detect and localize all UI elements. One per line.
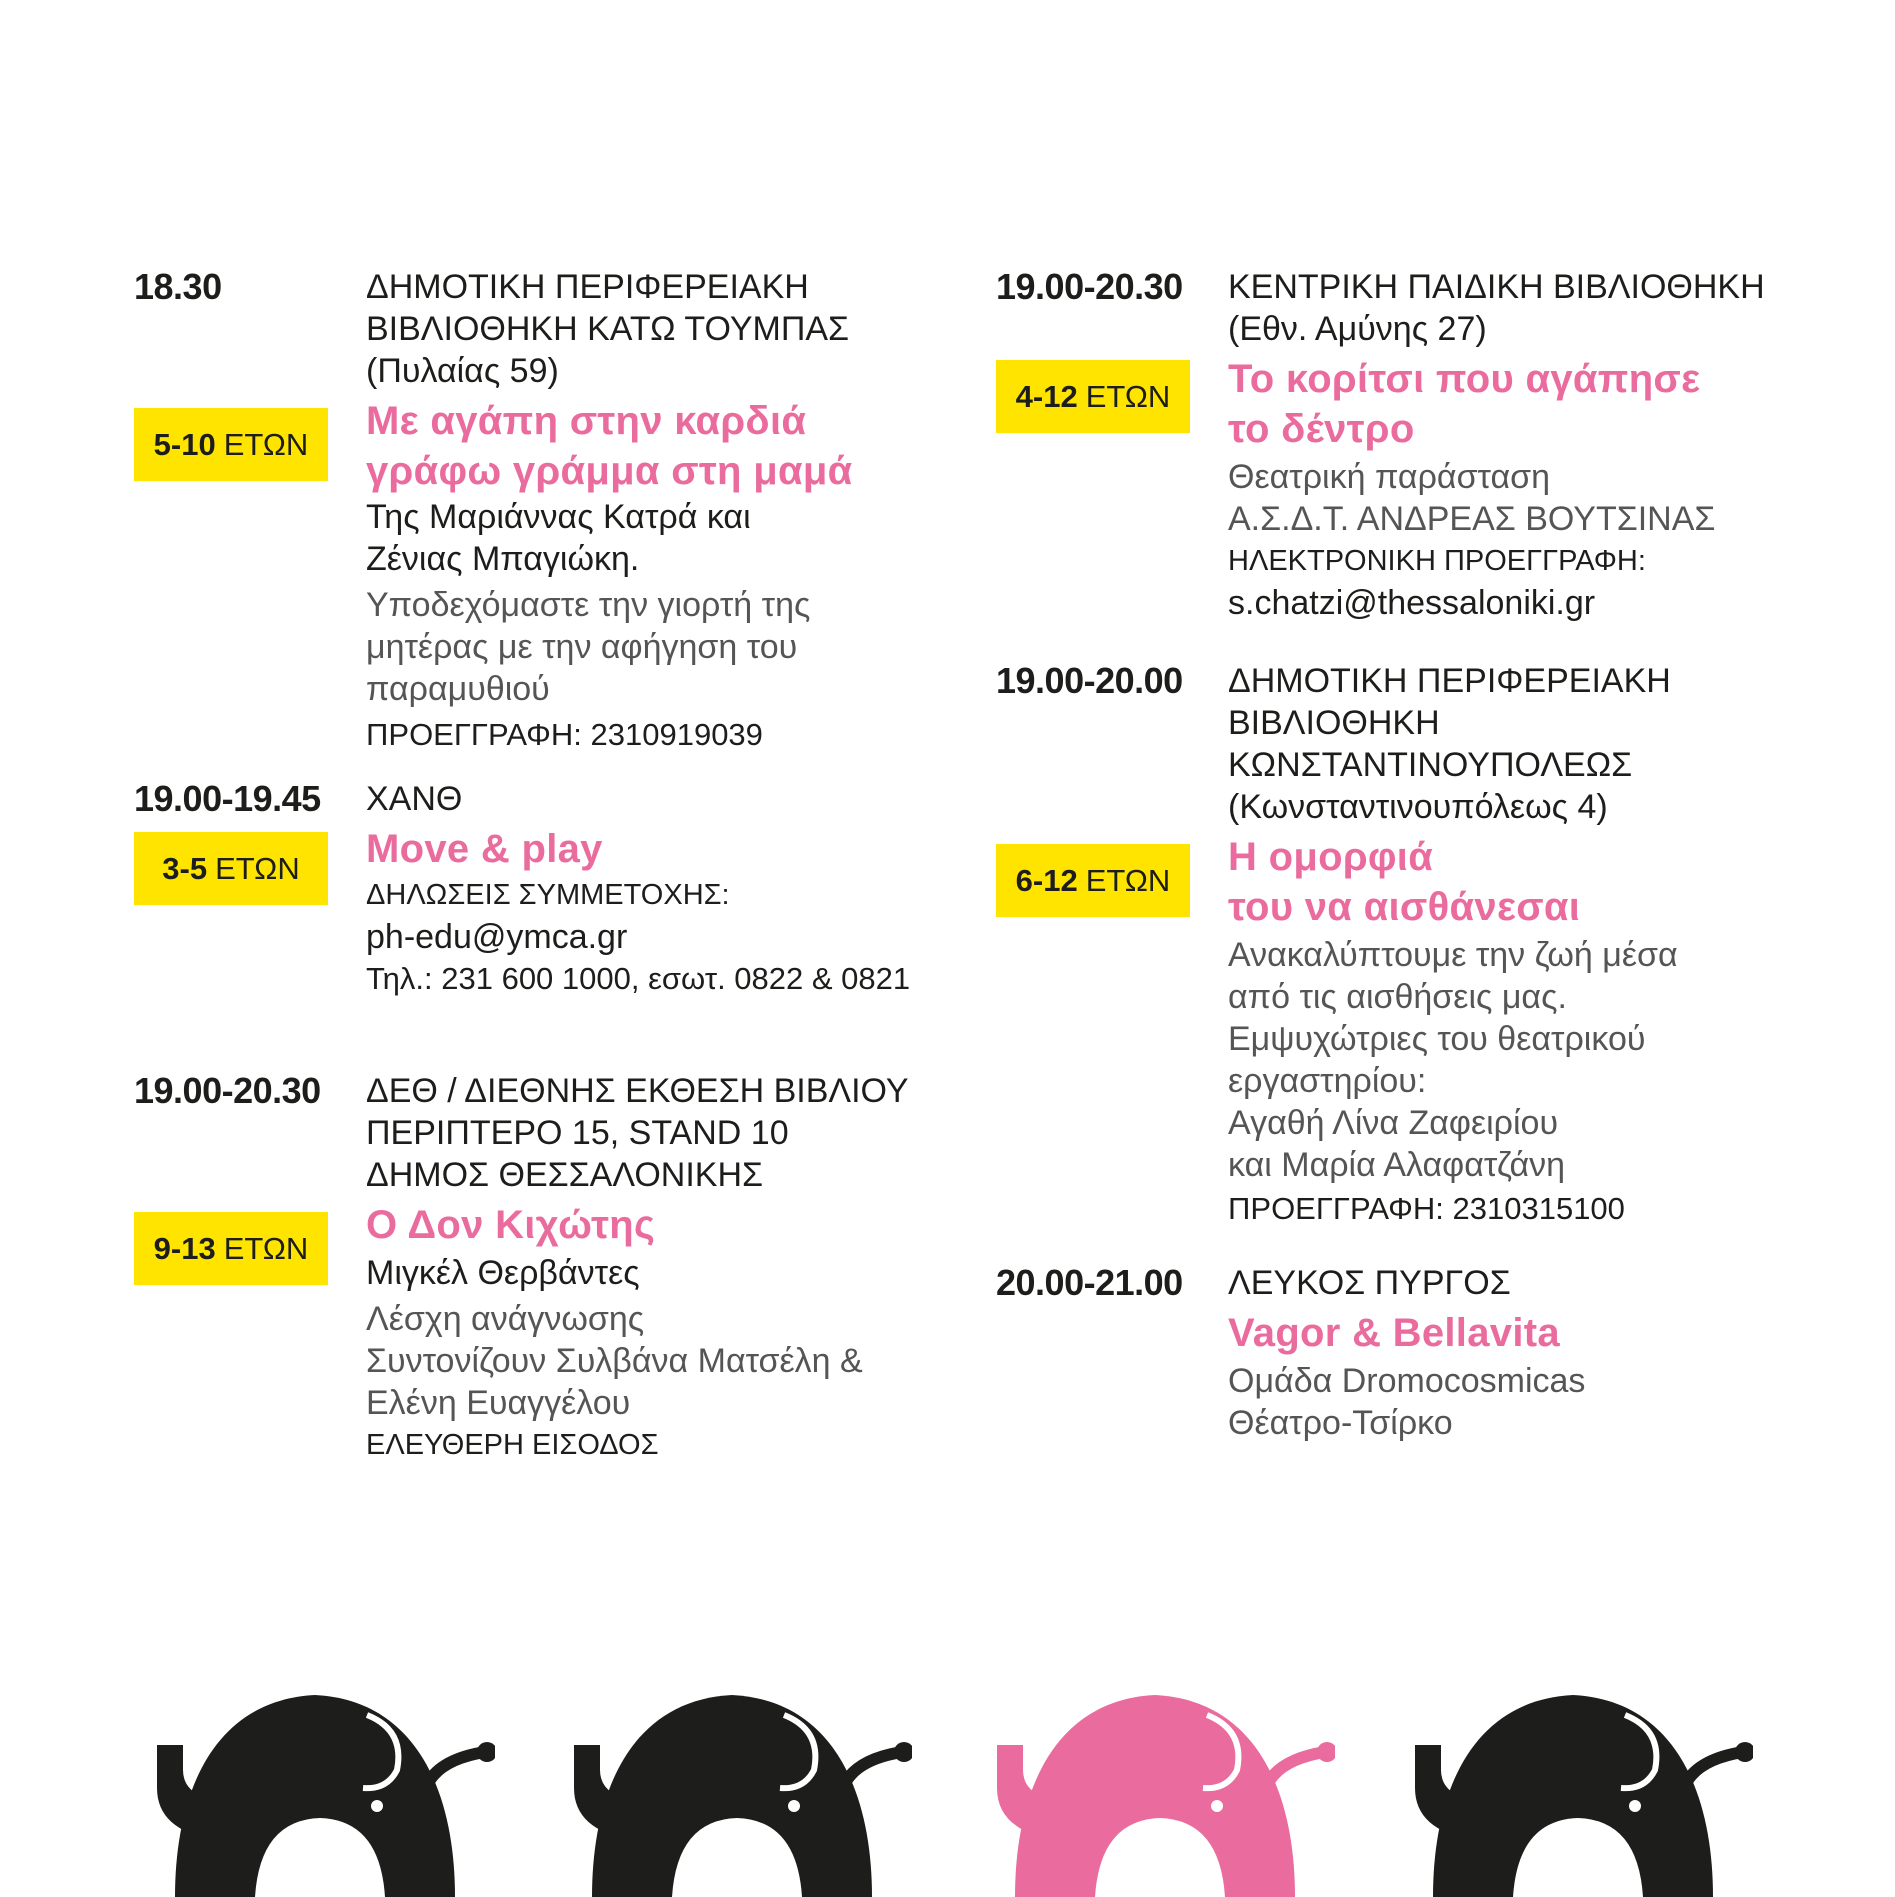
event-registration: ΠΡΟΕΓΓΡΑΦΗ: 2310919039 xyxy=(366,717,763,752)
event-white-tower xyxy=(996,1262,1856,1444)
age-range: 6-12 xyxy=(1015,862,1078,898)
age-unit: ΕΤΩΝ xyxy=(1085,862,1171,898)
age-unit: ΕΤΩΝ xyxy=(223,1230,309,1266)
event-venue: ΔΗΜΟΤΙΚΗ ΠΕΡΙΦΕΡΕΙΑΚΗ ΒΙΒΛΙΟΘΗΚΗ ΚΑΤΩ ΤΟΥΜΠΑΣ (Πυλαίας 59) xyxy=(366,268,850,390)
event-time: 19.00-20.00 xyxy=(996,660,1183,701)
event-body xyxy=(1228,1262,1856,1444)
event-entry: ΕΛΕΥΘΕΡΗ ΕΙΣΟΔΟΣ xyxy=(366,1429,659,1461)
elephant-icon xyxy=(157,1695,497,1897)
elephant-icon xyxy=(574,1695,914,1897)
event-title: Vagor & Bellavita xyxy=(1228,1311,1560,1355)
event-venue: ΛΕΥΚΟΣ ΠΥΡΓΟΣ xyxy=(1228,1264,1511,1302)
event-venue: ΧΑΝΘ xyxy=(366,780,463,818)
elephant-icon xyxy=(997,1695,1337,1897)
event-venue: ΔΗΜΟΤΙΚΗ ΠΕΡΙΦΕΡΕΙΑΚΗ ΒΙΒΛΙΟΘΗΚΗ ΚΩΝΣΤΑΝΤΙΝΟΥΠΟΛΕΩΣ (Κωνσταντινουπόλεως 4) xyxy=(1228,662,1671,826)
event-authors: Της Μαριάννας Κατρά και Ζένιας Μπαγιώκη. xyxy=(366,498,751,578)
event-registration: ΠΡΟΕΓΓΡΑΦΗ: 2310315100 xyxy=(1228,1191,1625,1226)
event-registration: ΗΛΕΚΤΡΟΝΙΚΗ ΠΡΟΕΓΓΡΑΦΗ: xyxy=(1228,545,1646,577)
event-title: Με αγάπη στην καρδιά γράφω γράμμα στη μαμά xyxy=(366,399,853,493)
elephant-row xyxy=(0,1670,1895,1897)
event-title: Ο Δον Κιχώτης xyxy=(366,1203,656,1247)
age-range: 9-13 xyxy=(153,1230,216,1266)
event-deth xyxy=(134,1070,994,1466)
event-time: 20.00-21.00 xyxy=(996,1262,1183,1303)
elephant-icon xyxy=(1415,1695,1755,1897)
event-description: Ομάδα Dromocosmicas Θέατρο-Τσίρκο xyxy=(1228,1362,1586,1442)
event-description: Ανακαλύπτουμε την ζωή μέσα από τις αισθήσεις μας. Εμψυχώτριες του θεατρικού εργαστηρίου: Αγαθή Λίνα Ζαφειρίου και Μαρία Αλαφατζάνη xyxy=(1228,936,1678,1184)
event-konstantinoupoleos xyxy=(996,660,1856,1230)
event-xanth xyxy=(134,778,994,1000)
event-description: Λέσχη ανάγνωσης Συντονίζουν Συλβάνα Ματσέλη & Ελένη Ευαγγέλου xyxy=(366,1300,863,1422)
event-title-block xyxy=(1015,354,1856,454)
left-column xyxy=(134,266,994,1466)
event-time: 18.30 xyxy=(134,266,222,307)
age-range: 3-5 xyxy=(162,850,208,886)
event-email[interactable]: s.chatzi@thessaloniki.gr xyxy=(1228,584,1596,622)
event-description: Υποδεχόμαστε την γιορτή της μητέρας με την αφήγηση του παραμυθιού xyxy=(366,586,811,708)
event-description: Θεατρική παράσταση Α.Σ.Δ.Τ. ΑΝΔΡΕΑΣ ΒΟΥΤΣΙΝΑΣ xyxy=(1228,458,1716,538)
age-badge xyxy=(134,408,328,481)
event-title: Το κορίτσι που αγάπησε το δέντρο xyxy=(1228,357,1701,451)
event-declarations: ΔΗΛΩΣΕΙΣ ΣΥΜΜΕΤΟΧΗΣ: xyxy=(366,879,730,911)
event-tumba xyxy=(134,266,994,756)
age-unit: ΕΤΩΝ xyxy=(223,426,309,462)
event-time: 19.00-19.45 xyxy=(134,778,321,819)
event-title: Η ομορφιά του να αισθάνεσαι xyxy=(1228,835,1581,929)
age-badge xyxy=(134,832,328,905)
age-range: 4-12 xyxy=(1015,378,1078,414)
event-venue: ΔΕΘ / ΔΙΕΘΝΗΣ ΕΚΘΕΣΗ ΒΙΒΛΙΟΥ ΠΕΡΙΠΤΕΡΟ 15, STAND 10 ΔΗΜΟΣ ΘΕΣΣΑΛΟΝΙΚΗΣ xyxy=(366,1072,909,1194)
age-badge xyxy=(996,844,1190,917)
event-central-library xyxy=(996,266,1856,624)
age-badge xyxy=(996,360,1190,433)
event-title-block xyxy=(1015,832,1856,932)
event-time: 19.00-20.30 xyxy=(996,266,1183,307)
age-unit: ΕΤΩΝ xyxy=(1085,378,1171,414)
age-range: 5-10 xyxy=(153,426,216,462)
event-title-block xyxy=(153,396,994,496)
age-badge xyxy=(134,1212,328,1285)
event-title: Move & play xyxy=(366,827,603,871)
event-author: Μιγκέλ Θερβάντες xyxy=(366,1254,640,1292)
event-title-block xyxy=(162,824,994,886)
right-column xyxy=(996,266,1856,1444)
event-venue: ΚΕΝΤΡΙΚΗ ΠΑΙΔΙΚΗ ΒΙΒΛΙΟΘΗΚΗ (Εθν. Αμύνης 27) xyxy=(1228,268,1765,348)
event-time: 19.00-20.30 xyxy=(134,1070,321,1111)
event-email[interactable]: ph-edu@ymca.gr xyxy=(366,918,628,956)
age-unit: ΕΤΩΝ xyxy=(215,850,300,886)
event-title-block xyxy=(153,1200,994,1266)
event-phone: Τηλ.: 231 600 1000, εσωτ. 0822 & 0821 xyxy=(366,961,911,996)
